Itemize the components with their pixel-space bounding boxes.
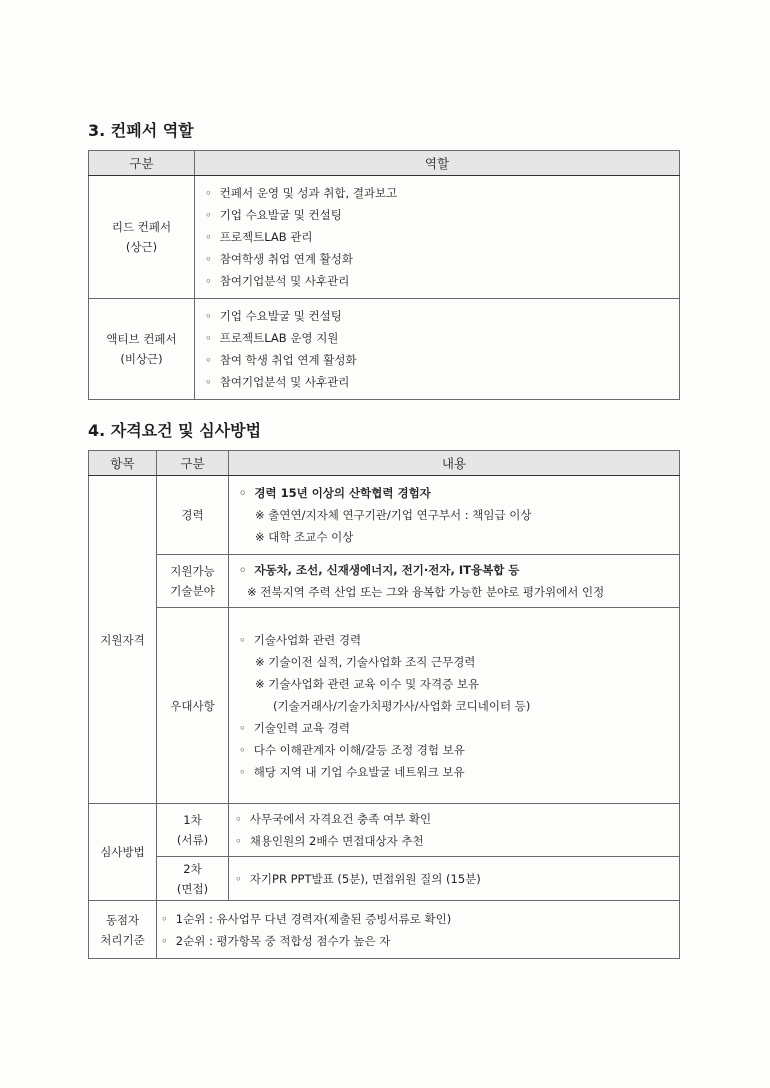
header-role: 역할 <box>195 151 680 176</box>
first-review-content-cell <box>229 804 680 857</box>
list-item: ◦ 다수 이해관계자 이해/갈등 조정 경험 보유 <box>239 742 465 757</box>
field-content-cell <box>229 555 680 608</box>
list-item: ◦ 참여 학생 취업 연계 활성화 <box>205 353 357 367</box>
list-item: ◦ 채용인원의 2배수 면접대상자 추천 <box>235 834 424 848</box>
header-item: 항목 <box>89 451 157 476</box>
list-item: ※ 기술사업화 관련 교육 이수 및 자격증 보유 <box>255 676 480 691</box>
lead-label-cell: 리드 컨페서 (상근) <box>89 176 195 299</box>
role-table <box>88 150 680 400</box>
qualification-label-cell: 지원자격 <box>89 476 157 804</box>
list-item: ◦ 프로젝트LAB 운영 지원 <box>205 331 339 345</box>
section-3-title: 3. 컨페서 역할 <box>88 121 194 140</box>
career-content-cell <box>229 476 680 555</box>
list-item: (기술거래사/기술가치평가사/사업화 코디네이터 등) <box>273 698 531 713</box>
header-category: 구분 <box>157 451 229 476</box>
header-category: 구분 <box>89 151 195 176</box>
preferred-list <box>229 623 679 789</box>
list-item: ◦ 기술사업화 관련 경력 <box>239 632 362 647</box>
list-item: ※ 기술이전 실적, 기술사업화 조직 근무경력 <box>255 654 476 669</box>
active-role-list <box>195 299 679 399</box>
list-item: ◦ 기술인력 교육 경력 <box>239 720 350 735</box>
list-item: ◦ 기업 수요발굴 및 컨설팅 <box>205 208 342 222</box>
field-label-cell: 지원가능 기술분야 <box>157 555 229 608</box>
list-item: ◦ 2순위 : 평가항목 중 적합성 점수가 높은 자 <box>161 933 391 948</box>
list-item: ◦ 자동차, 조선, 신재생에너지, 전기·전자, IT융복합 등 <box>239 563 520 577</box>
preferred-label-cell: 우대사항 <box>157 608 229 804</box>
career-label-cell: 경력 <box>157 476 229 555</box>
list-item: ◦ 참여기업분석 및 사후관리 <box>205 274 350 288</box>
lead-roles-cell <box>195 176 680 299</box>
section-4-title: 4. 자격요건 및 심사방법 <box>88 421 262 440</box>
tie-label-cell: 동점자 처리기준 <box>89 901 157 959</box>
list-item: ◦ 참여기업분석 및 사후관리 <box>205 375 350 389</box>
list-item: ※ 대학 조교수 이상 <box>255 530 354 544</box>
second-review-content-cell <box>229 857 680 901</box>
list-item: ◦ 경력 15년 이상의 산학협력 경험자 <box>239 486 431 500</box>
active-roles-cell <box>195 299 680 400</box>
lead-role-list <box>195 176 679 298</box>
preferred-content-cell <box>229 608 680 804</box>
list-item: ◦ 기업 수요발굴 및 컨설팅 <box>205 309 342 323</box>
list-item: ◦ 1순위 : 유사업무 다년 경력자(제출된 증빙서류로 확인) <box>161 911 452 926</box>
list-item: ◦ 해당 지역 내 기업 수요발굴 네트워크 보유 <box>239 764 465 779</box>
list-item: ※ 전북지역 주력 산업 또는 그와 융복합 가능한 분야로 평가위에서 인정 <box>247 585 605 599</box>
list-item: ◦ 컨페서 운영 및 성과 취합, 결과보고 <box>205 186 398 200</box>
list-item: ※ 출연연/지자체 연구기관/기업 연구부서 : 책임급 이상 <box>255 508 532 522</box>
list-item: ◦ 사무국에서 자격요건 충족 여부 확인 <box>235 812 432 826</box>
header-content: 내용 <box>229 451 680 476</box>
list-item: ◦ 참여학생 취업 연계 활성화 <box>205 252 353 266</box>
active-label-cell: 액티브 컨페서 (비상근) <box>89 299 195 400</box>
tie-content-cell <box>157 901 680 959</box>
list-item: ◦ 프로젝트LAB 관리 <box>205 230 313 244</box>
second-review-label-cell: 2차 (면접) <box>157 857 229 901</box>
first-review-label-cell: 1차 (서류) <box>157 804 229 857</box>
qualification-table <box>88 450 680 959</box>
list-item: ◦ 자기PR PPT발표 (5분), 면접위원 질의 (15분) <box>235 871 481 886</box>
review-label-cell: 심사방법 <box>89 804 157 901</box>
